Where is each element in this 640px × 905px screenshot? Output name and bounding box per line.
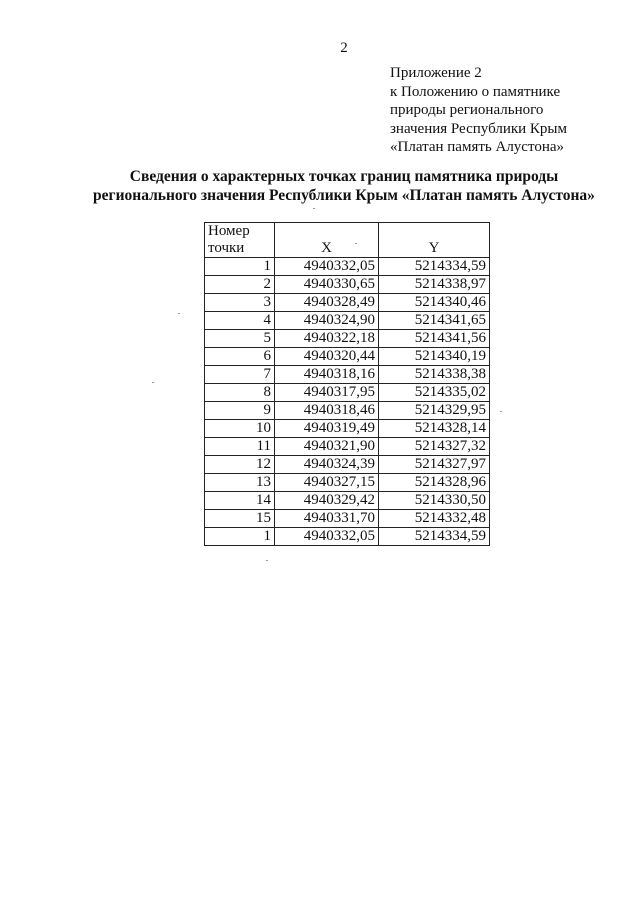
x-cell: 4940329,42 bbox=[275, 492, 379, 510]
point-number-cell: 12 bbox=[205, 456, 275, 474]
appendix-line: «Платан память Алустона» bbox=[390, 139, 565, 155]
scan-speck bbox=[152, 382, 154, 383]
scan-speck bbox=[355, 243, 357, 244]
x-cell: 4940322,18 bbox=[275, 330, 379, 348]
y-cell: 5214341,65 bbox=[379, 312, 490, 330]
header-x: X bbox=[275, 223, 379, 258]
header-y: Y bbox=[379, 223, 490, 258]
point-number-cell: 3 bbox=[205, 294, 275, 312]
point-number-cell: 13 bbox=[205, 474, 275, 492]
title-line: регионального значения Республики Крым «Платан память Алустона» bbox=[93, 187, 595, 204]
point-number-cell: 6 bbox=[205, 348, 275, 366]
point-number-cell: 4 bbox=[205, 312, 275, 330]
appendix-line: Приложение 2 bbox=[390, 65, 482, 81]
x-cell: 4940324,39 bbox=[275, 456, 379, 474]
table-row bbox=[205, 510, 490, 528]
table-header-row bbox=[205, 223, 490, 258]
x-cell: 4940331,70 bbox=[275, 510, 379, 528]
appendix-line: природы регионального bbox=[390, 102, 544, 118]
scan-speck bbox=[178, 313, 180, 314]
point-number-cell: 15 bbox=[205, 510, 275, 528]
header-point-number: Номер точки bbox=[205, 223, 275, 258]
table-row bbox=[205, 330, 490, 348]
point-number-cell: 11 bbox=[205, 438, 275, 456]
point-number-cell: 8 bbox=[205, 384, 275, 402]
table-row bbox=[205, 456, 490, 474]
table-row bbox=[205, 384, 490, 402]
scan-speck bbox=[313, 208, 315, 209]
title-line: Сведения о характерных точках границ памятника природы bbox=[129, 168, 559, 185]
table-row bbox=[205, 438, 490, 456]
page-number: 2 bbox=[340, 40, 348, 56]
point-number-cell: 1 bbox=[205, 528, 275, 546]
y-cell: 5214334,59 bbox=[379, 258, 490, 276]
x-cell: 4940317,95 bbox=[275, 384, 379, 402]
x-cell: 4940328,49 bbox=[275, 294, 379, 312]
y-cell: 5214328,14 bbox=[379, 420, 490, 438]
x-cell: 4940320,44 bbox=[275, 348, 379, 366]
point-number-cell: 7 bbox=[205, 366, 275, 384]
document-title bbox=[0, 167, 640, 205]
x-cell: 4940318,16 bbox=[275, 366, 379, 384]
x-cell: 4940332,05 bbox=[275, 528, 379, 546]
point-number-cell: 9 bbox=[205, 402, 275, 420]
y-cell: 5214329,95 bbox=[379, 402, 490, 420]
table-row bbox=[205, 276, 490, 294]
y-cell: 5214335,02 bbox=[379, 384, 490, 402]
table-row bbox=[205, 420, 490, 438]
x-cell: 4940327,15 bbox=[275, 474, 379, 492]
y-cell: 5214327,97 bbox=[379, 456, 490, 474]
y-cell: 5214340,46 bbox=[379, 294, 490, 312]
y-cell: 5214341,56 bbox=[379, 330, 490, 348]
x-cell: 4940321,90 bbox=[275, 438, 379, 456]
scan-speck bbox=[500, 411, 502, 412]
appendix-line: значения Республики Крым bbox=[390, 120, 567, 137]
appendix-caption bbox=[390, 64, 567, 157]
y-cell: 5214332,48 bbox=[379, 510, 490, 528]
point-number-cell: 14 bbox=[205, 492, 275, 510]
table-row bbox=[205, 312, 490, 330]
y-cell: 5214334,59 bbox=[379, 528, 490, 546]
point-number-cell: 10 bbox=[205, 420, 275, 438]
y-cell: 5214328,96 bbox=[379, 474, 490, 492]
point-number-cell: 1 bbox=[205, 258, 275, 276]
x-cell: 4940332,05 bbox=[275, 258, 379, 276]
y-cell: 5214340,19 bbox=[379, 348, 490, 366]
appendix-line: к Положению о памятнике bbox=[390, 83, 561, 100]
table-row bbox=[205, 492, 490, 510]
point-number-cell: 2 bbox=[205, 276, 275, 294]
table-row bbox=[205, 366, 490, 384]
x-cell: 4940318,46 bbox=[275, 402, 379, 420]
y-cell: 5214338,38 bbox=[379, 366, 490, 384]
x-cell: 4940324,90 bbox=[275, 312, 379, 330]
table-body bbox=[205, 258, 490, 546]
table-row bbox=[205, 402, 490, 420]
table-row bbox=[205, 474, 490, 492]
table-row bbox=[205, 348, 490, 366]
y-cell: 5214327,32 bbox=[379, 438, 490, 456]
x-cell: 4940330,65 bbox=[275, 276, 379, 294]
scan-speck bbox=[266, 560, 268, 561]
x-cell: 4940319,49 bbox=[275, 420, 379, 438]
y-cell: 5214338,97 bbox=[379, 276, 490, 294]
table-row bbox=[205, 528, 490, 546]
point-number-cell: 5 bbox=[205, 330, 275, 348]
table-row bbox=[205, 294, 490, 312]
coordinates-table bbox=[204, 222, 490, 546]
table-row bbox=[205, 258, 490, 276]
y-cell: 5214330,50 bbox=[379, 492, 490, 510]
